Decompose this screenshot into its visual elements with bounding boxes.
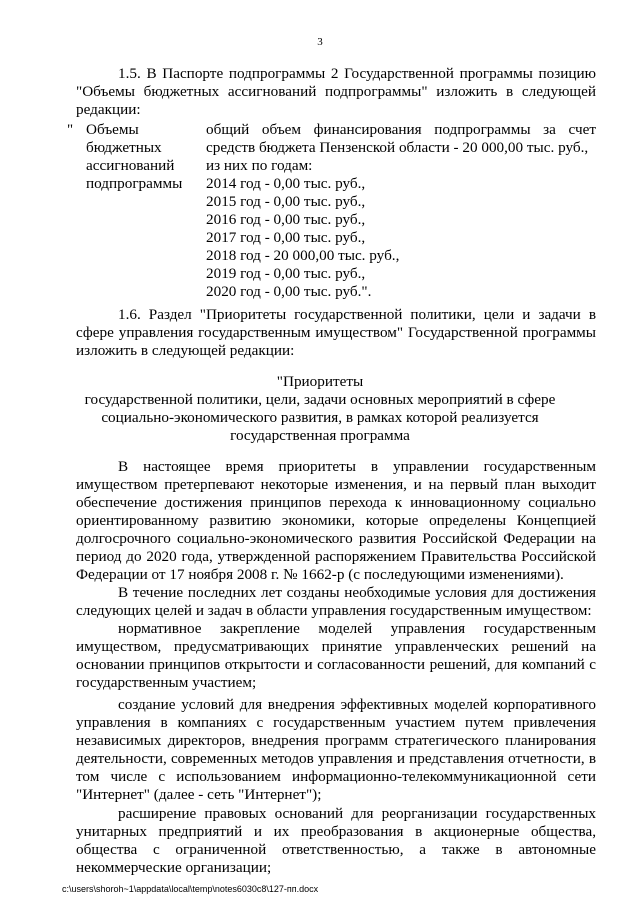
table-value-line-2: средств бюджета Пензенской области - 20 000,00 тыс. руб., [206,139,589,156]
body-line-17: деятельности, современных методов управления и представления отчетности, в [76,750,596,767]
section-heading-line-3: социально-экономического развития, в рамках которой реализуется [101,409,539,426]
body-line-18: том числе с использованием информационно-телекоммуникационной сети [76,768,596,785]
table-year-2014: 2014 год - 0,00 тыс. руб., [206,175,366,192]
table-year-2018: 2018 год - 20 000,00 тыс. руб., [206,247,400,264]
body-line-23: некоммерческие организации; [76,859,272,876]
footer-file-path: c:\users\shoroh~1\appdata\local\temp\notes6030c8\127-пп.docx [62,884,319,894]
table-value-line-3: из них по годам: [206,157,313,174]
table-value-line-1: общий объем финансирования подпрограммы за счет [206,121,596,138]
body-line-11: имуществом, предусматривающих принятие управленческих решений на [76,638,596,655]
para-1-6-line-3: изложить в следующей редакции: [76,342,295,359]
table-label-line-4: подпрограммы [86,175,183,192]
body-line-2: имуществом претерпевают некоторые изменения, и на первый план выходит [76,476,596,493]
body-line-7: Федерации от 17 ноября 2008 г. № 1662-р (с последующими изменениями). [76,566,564,583]
table-year-2017: 2017 год - 0,00 тыс. руб., [206,229,366,246]
table-opening-quote: " [67,122,74,138]
table-year-2015: 2015 год - 0,00 тыс. руб., [206,193,366,210]
body-line-6: период до 2020 года, утвержденной распоряжением Правительства Российской [76,548,596,565]
section-heading-line-2: государственной политики, цели, задачи основных мероприятий в сфере [84,391,556,408]
body-line-1: В настоящее время приоритеты в управлении государственным [118,458,596,475]
body-line-15: управления в компаниях с государственным участием путем привлечения [76,714,596,731]
body-line-14: создание условий для внедрения эффективных моделей корпоративного [118,696,596,713]
body-line-13: государственным участием; [76,674,257,691]
section-heading-line-1: "Приоритеты [276,373,364,390]
body-line-20: расширение правовых оснований для реорганизации государственных [118,805,596,822]
body-line-8: В течение последних лет созданы необходимые условия для достижения [118,584,596,601]
body-line-10: нормативное закрепление моделей управления государственным [118,620,596,637]
body-line-9: следующих целей и задач в области управления государственным имуществом: [76,602,592,619]
table-label-line-1: Объемы [86,121,139,138]
body-line-19: "Интернет" (далее - сеть "Интернет"); [76,786,322,803]
body-line-3: обеспечение достижения принципов перехода к инновационному социально [76,494,596,511]
body-line-22: общества с ограниченной ответственностью, а также в автономные [76,841,596,858]
body-line-21: унитарных предприятий и их преобразования в акционерные общества, [76,823,596,840]
body-line-4: ориентированному развитию экономики, которые определены Концепцией [76,512,596,529]
body-line-16: независимых директоров, внедрения программ стратегического планирования [76,732,596,749]
body-line-5: долгосрочного социально-экономического развития Российской Федерации на [76,530,596,547]
para-1-6-line-1: 1.6. Раздел "Приоритеты государственной политики, цели и задачи в [118,306,596,323]
table-year-2019: 2019 год - 0,00 тыс. руб., [206,265,366,282]
body-line-12: основании принципов открытости и согласованности решений, для компаний с [76,656,596,673]
para-1-5-line-2: "Объемы бюджетных ассигнований подпрограммы" изложить в следующей [76,83,596,100]
para-1-6-line-2: сфере управления государственным имуществом" Государственной программы [76,324,596,341]
para-1-5-line-3: редакции: [76,101,141,118]
table-label-line-2: бюджетных [86,139,162,156]
table-year-2016: 2016 год - 0,00 тыс. руб., [206,211,366,228]
section-heading-line-4: государственная программа [230,427,410,444]
page-number: 3 [317,36,323,48]
para-1-5-line-1: 1.5. В Паспорте подпрограммы 2 Государственной программы позицию [118,65,596,82]
table-year-2020: 2020 год - 0,00 тыс. руб.". [206,283,372,300]
table-label-line-3: ассигнований [86,157,175,174]
